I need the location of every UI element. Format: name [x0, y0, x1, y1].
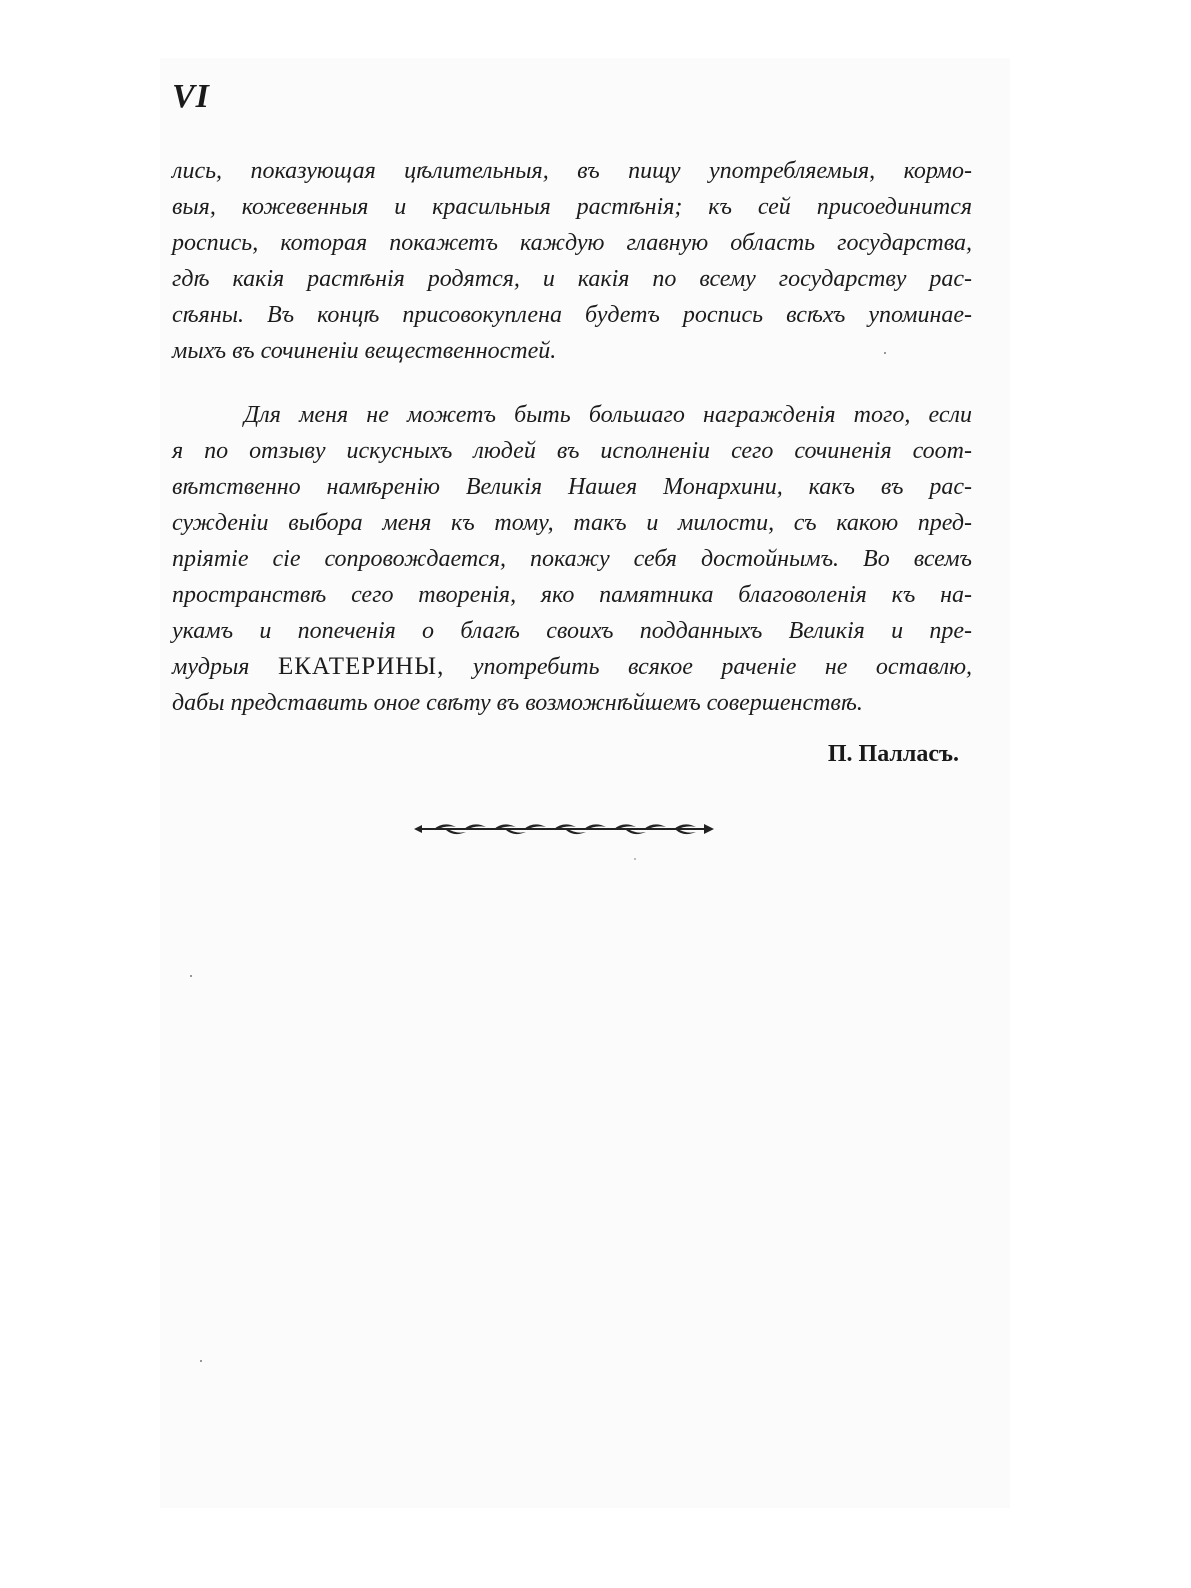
text-line: дабы представить оное свѣту въ возможнѣйшемъ совершенствѣ. — [172, 690, 863, 716]
author-signature: П. Палласъ. — [827, 741, 959, 767]
text-line: роспись, которая покажетъ каждую главную область государства, — [172, 230, 972, 256]
text-line: вѣтственно намѣренію Великія Нашея Монархини, какъ въ рас- — [172, 474, 972, 500]
text-fragment: употребить всякое раченіе не оставлю, — [472, 654, 973, 680]
text-line: мыхъ въ сочиненіи вещественностей. — [172, 338, 557, 364]
text-line: Для меня не можетъ быть большаго награжденія того, если — [244, 402, 972, 428]
text-line: пространствѣ сего творенія, яко памятника благоволенія къ на- — [172, 582, 972, 608]
text-line: укамъ и попеченія о благѣ своихъ подданныхъ Великія и пре- — [172, 618, 972, 644]
paragraph-dedication — [172, 397, 972, 721]
text-line: сѣяны. Въ концѣ присовокуплена будетъ роспись всѣхъ упоминае- — [172, 302, 972, 328]
text-line: сужденіи выбора меня къ тому, такъ и милости, съ какою пред- — [172, 510, 972, 536]
text-line: лись, показующая цѣлительныя, въ пищу употребляемыя, кормо- — [172, 158, 972, 184]
text-line: выя, кожевенныя и красильныя растѣнія; къ сей присоединится — [172, 194, 972, 220]
scan-speck — [884, 352, 886, 354]
scan-speck — [200, 1360, 202, 1362]
text-line: гдѣ какія растѣнія родятся, и какія по всему государству рас- — [172, 266, 972, 292]
text-fragment: мудрыя — [172, 654, 250, 680]
text-line: пріятіе сіе сопровождается, покажу себя достойнымъ. Во всемъ — [172, 546, 972, 572]
scan-speck — [190, 975, 192, 977]
text-line-with-name — [172, 649, 972, 685]
scan-speck — [634, 858, 636, 860]
text-line: я по отзыву искусныхъ людей въ исполненіи сего сочиненія соот- — [172, 438, 972, 464]
page-number: VI — [172, 78, 210, 115]
vine-ornament-icon — [414, 818, 714, 840]
empress-name: ЕКАТЕРИНЫ, — [277, 653, 445, 680]
paragraph-continuation — [172, 153, 972, 369]
